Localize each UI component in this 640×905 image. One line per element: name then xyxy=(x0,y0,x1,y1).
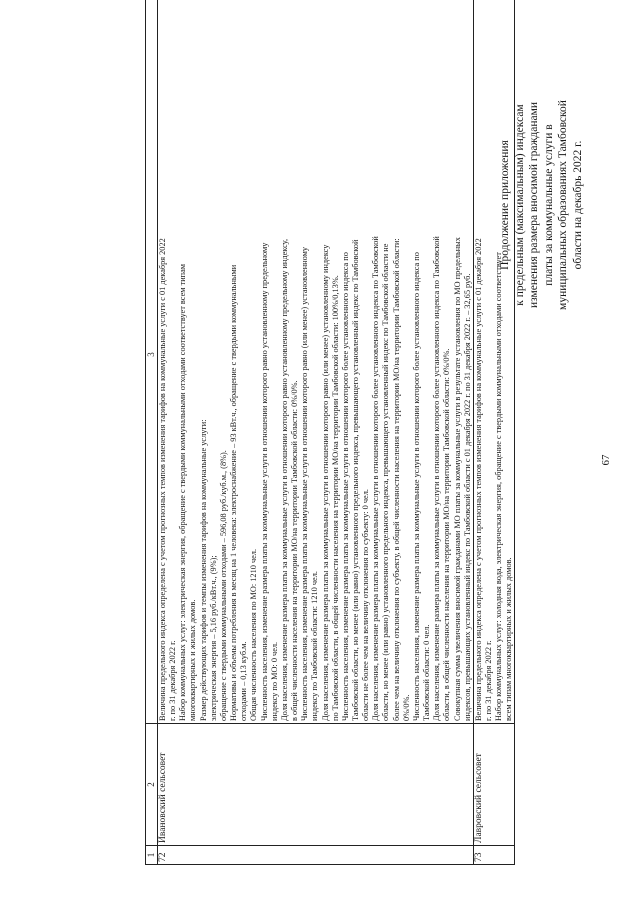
description-line: г. по 31 декабря 2022 г. xyxy=(168,640,178,721)
description-line: всем типам многоквартирных и жилых домов. xyxy=(504,557,514,721)
description-line: отходами – 0,13 куб.м. xyxy=(239,641,249,721)
heading-line: области на декабрь 2022 г. xyxy=(571,140,584,270)
description-line: Доля населения, изменение размера платы за коммунальные услуги в отношении которого более установленного индекса по Тамбовской xyxy=(432,236,442,721)
description-line: Совокупная сумма увеличения вносимой гражданами МО платы за коммунальные услуги в результате установления по МО предельных xyxy=(452,237,462,721)
description-line: индексов, превышающих установленный индекс по Тамбовской области с 01 декабря 2022 г. по 31 декабря 2022 г. – 32,65 руб. xyxy=(462,273,472,721)
description-line: Величина предельного индекса определена с учетом прогнозных темпов изменения тарифов на коммунальные услуги с 01 декабря 2022 xyxy=(473,238,483,721)
column-header: 2 xyxy=(146,724,158,846)
description-line: 0%/0%. xyxy=(401,694,411,721)
description-line: области не более чем на величину отклонения по субъекту: 0 чел. xyxy=(361,489,371,721)
description-line: Численность населения, изменение размера платы за коммунальные услуги в отношении которого равно (или менее) установленному xyxy=(300,247,310,721)
description-line: Размер действующих тарифов и темпы изменения тарифов на коммунальные услуги: xyxy=(198,419,208,721)
municipality-name: Ивановский сельсовет xyxy=(158,724,474,846)
description-line: Общая численность населения по МО: 1210 чел. xyxy=(249,548,259,721)
description-line: Доля населения, изменение размера платы за коммунальные услуги в отношении которого равно установленному предельному индексу, xyxy=(279,238,289,721)
description-line: по Тамбовской области, в общей численности населения на территории МО/на территории Тамбовской области: 100%/0,13%. xyxy=(330,275,340,721)
description-line: Величина предельного индекса определена с учетом прогнозных темпов изменения тарифов на коммунальные услуги с 01 декабря 2022 xyxy=(158,238,167,721)
heading-line: муниципальных образованиях Тамбовской xyxy=(557,100,569,310)
column-header: 3 xyxy=(146,0,158,724)
row-number: 72 xyxy=(158,846,474,865)
table-row xyxy=(473,0,515,865)
heading-line: изменения размера вносимой гражданами xyxy=(528,101,540,309)
description-line: обращение с твердыми коммунальными отходами – 596,08 руб./куб.м., (8%). xyxy=(218,450,228,721)
description-line: Набор коммунальных услуг: холодная вода, электрическая энергия, обращение с твердыми коммунальными отходами соответствует xyxy=(494,252,504,721)
description-line: электрическая энергия – 5,16 руб./кВт.ч., (9%); xyxy=(208,555,218,721)
table-header-row xyxy=(146,0,158,865)
description-line: области, в общей численности населения на территории МО/на территории Тамбовской области: 0%/0%. xyxy=(442,348,452,721)
description-line: более чем на величину отклонения по субъекту, в общей численности населения на территории МО/на территории Тамбовской области: xyxy=(391,238,401,721)
page-number: 67 xyxy=(600,454,612,466)
description-line: области, но менее (или равно) установленного предельного индекса, превышающего установленный индекс по Тамбовской области не xyxy=(381,243,391,721)
description-line: г. по 31 декабря 2022 г. xyxy=(484,640,493,721)
row-number: 73 xyxy=(473,846,515,865)
description-line: Численность населения, изменение размера платы за коммунальные услуги в отношении которого более установленного индекса по xyxy=(411,252,421,721)
description-line: индексу по Тамбовской области: 1210 чел. xyxy=(310,571,320,721)
description-line: индексу по МО: 0 чел. xyxy=(269,641,279,721)
description-line: Набор коммунальных услуг: электрическая энергия, обращение с твердыми коммунальными отходами соответствует всем типам xyxy=(178,263,188,721)
table-row xyxy=(158,0,474,865)
description-line: в общей численности населения на территории МО/на территории Тамбовской области: 0%/0%. xyxy=(290,380,300,721)
description-line: Тамбовской области: 0 чел. xyxy=(422,624,432,721)
heading-line: платы за коммунальные услуги в xyxy=(542,124,555,286)
description-line: Доля населения, изменение размера платы за коммунальные услуги в отношении которого равно (или менее) установленному индексу xyxy=(320,244,330,721)
heading-line: Продолжение приложения xyxy=(499,140,511,270)
index-table xyxy=(145,0,515,865)
municipality-name: Лавровский сельсовет xyxy=(473,724,515,846)
description-line: многоквартирных и жилых домов. xyxy=(188,599,198,721)
description-line: Нормативы и объемы потребления в месяц на 1 человека: электроснабжение – 93 кВт.ч., обращение с твердыми коммунальными xyxy=(229,264,239,721)
description-line: Доля населения, изменение размера платы за коммунальные услуги в отношении которого более установленного индекса по Тамбовской xyxy=(371,236,381,721)
description-line: Численность населения, изменение размера платы за коммунальные услуги в отношении которого равно установленному предельному xyxy=(259,242,269,721)
heading-line: к предельным (максимальным) индексам xyxy=(513,104,526,306)
row-description xyxy=(473,0,515,724)
row-description xyxy=(158,0,474,724)
column-header: 1 xyxy=(146,846,158,865)
description-line: Численность населения, изменение размера платы за коммунальные услуги в отношении которого более установленного индекса по xyxy=(340,252,350,721)
description-line: Тамбовской области, но менее (или равно) установленного предельного индекса, превышающего установленный индекс по Тамбовской xyxy=(350,239,360,721)
